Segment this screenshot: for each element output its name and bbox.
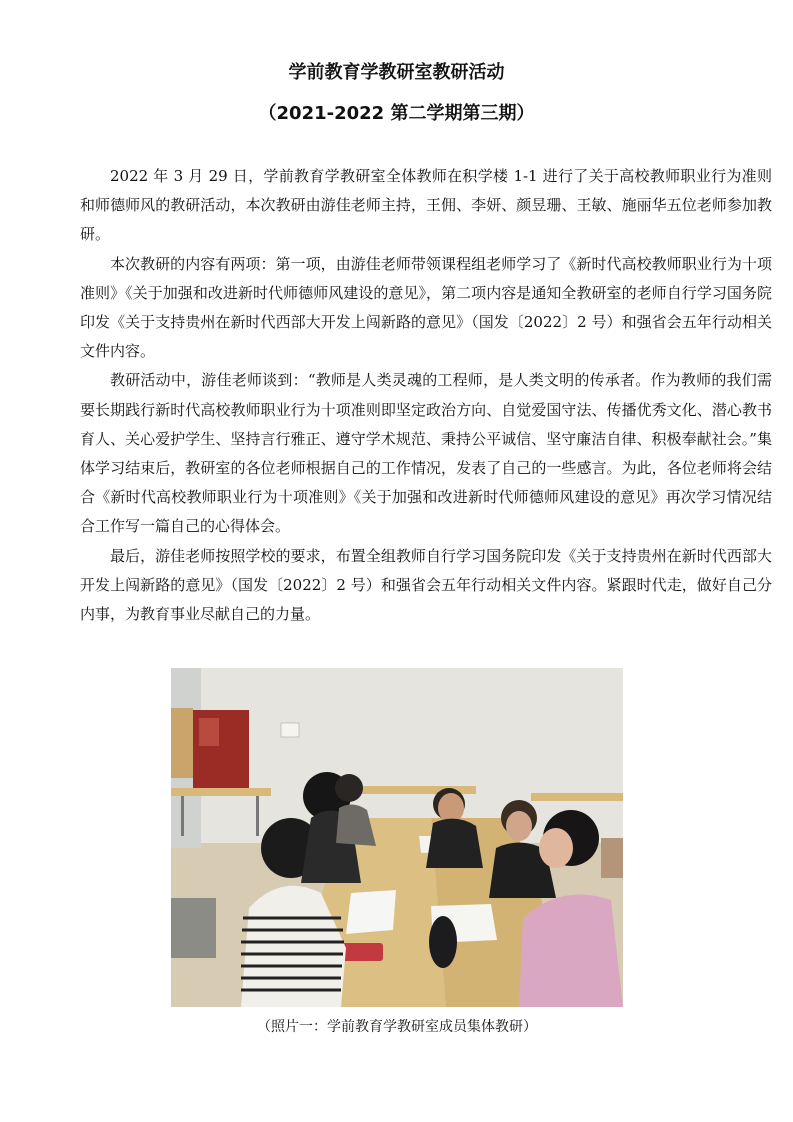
paragraph-3: 教研活动中，游佳老师谈到：“教师是人类灵魂的工程师，是人类文明的传承者。作为教师的我们需要长期践行新时代高校教师职业行为十项准则即坚定政治方向、自觉爱国守法、传播优秀文化、潜心教书育人、关心爱护学生、坚持言行雅正、遵守学术规范、秉持公平诚信、坚守廉洁自律、积极奉献社会。”集体学习结束后，教研室的各位老师根据自己的工作情况，发表了自己的一些感言。为此，各位老师将会结合《新时代高校教师职业行为十项准则》《关于加强和改进新时代师德师风建设的意见》再次学习情况结合工作写一篇自己的心得体会。: [80, 371, 772, 536]
document-title: 学前教育学教研室教研活动: [288, 62, 505, 83]
meeting-photo-illustration: [171, 668, 623, 1007]
paragraph-2: 本次教研的内容有两项：第一项，由游佳老师带领课程组老师学习了《新时代高校教师职业行为十项准则》《关于加强和改进新时代师德师风建设的意见》，第二项内容是通知全教研室的老师自行学习国务院印发《关于支持贵州在新时代西部大开发上闯新路的意见》（国发〔2022〕2 号）和强省会五年行动相关文件内容。: [80, 254, 772, 361]
document-body: [80, 162, 772, 629]
document-subtitle: （2021-2022 第二学期第三期）: [258, 103, 535, 124]
paragraph-1: 2022 年 3 月 29 日，学前教育学教研室全体教师在积学楼 1-1 进行了关于高校教师职业行为准则和师德师风的教研活动，本次教研由游佳老师主持，王佣、李妍、颜昱珊、王敏、施丽华五位老师参加教研。: [80, 167, 772, 244]
meeting-photo: [171, 668, 623, 1007]
paragraph-4: 最后，游佳老师按照学校的要求，布置全组教师自行学习国务院印发《关于支持贵州在新时代西部大开发上闯新路的意见》（国发〔2022〕2 号）和强省会五年行动相关文件内容。紧跟时代走，做好自己分内事，为教育事业尽献自己的力量。: [80, 546, 772, 624]
photo-caption: （照片一：学前教育学教研室成员集体教研）: [257, 1019, 537, 1035]
